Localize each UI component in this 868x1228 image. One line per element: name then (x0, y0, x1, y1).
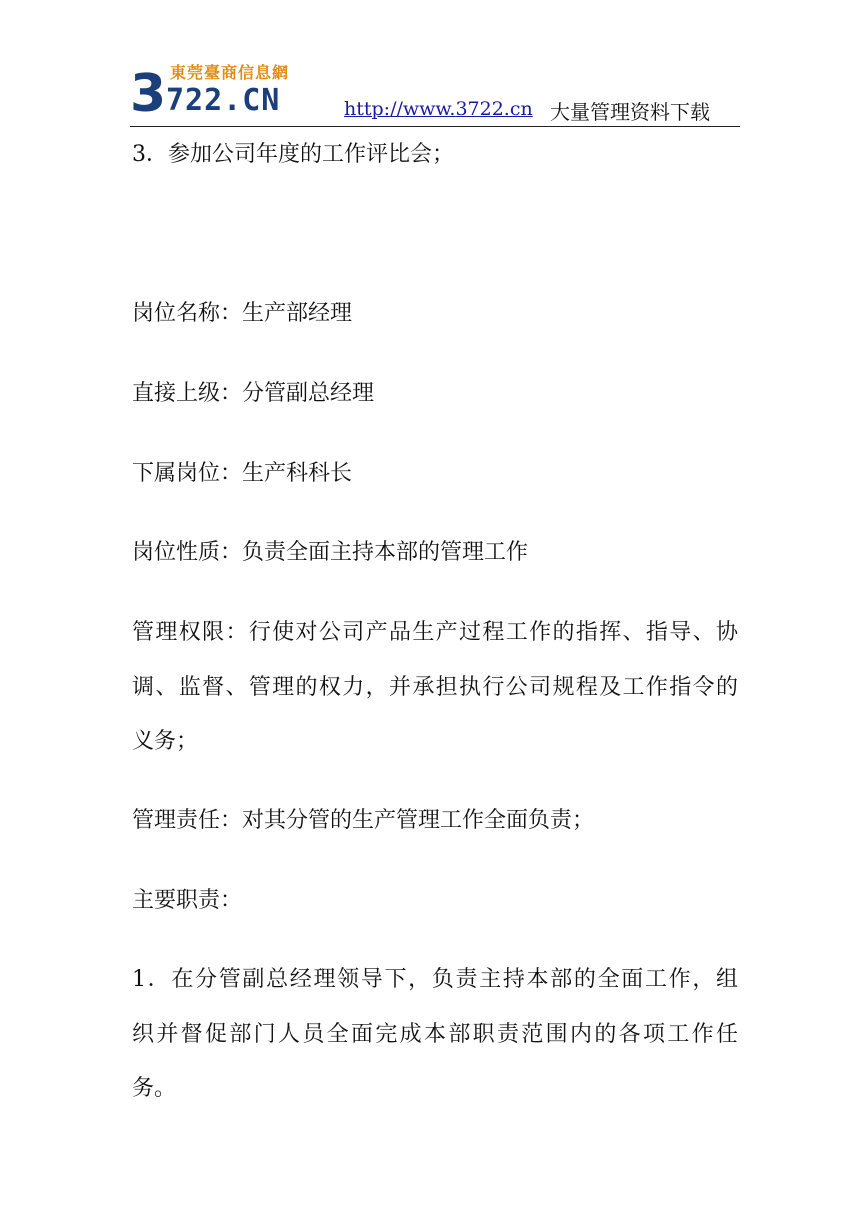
management-responsibility: 管理责任：对其分管的生产管理工作全面负责； (132, 808, 595, 833)
site-logo (130, 58, 305, 122)
header-tagline: 大量管理资料下载 (550, 100, 710, 124)
main-duties-heading: 主要职责： (132, 888, 243, 913)
subordinate-position: 下属岗位：生产科科长 (132, 461, 353, 486)
management-authority-line-2 (132, 674, 738, 702)
logo-numeral: 3 (130, 64, 167, 124)
position-nature: 岗位性质：负责全面主持本部的管理工作 (132, 540, 529, 565)
management-authority-line-3: 义务； (132, 729, 199, 754)
direct-superior: 直接上级：分管副总经理 (132, 381, 375, 406)
duty-1-text-1: 1．在分管副总经理领导下，负责主持本部的全面工作，组 (132, 967, 738, 992)
page-header (130, 58, 740, 127)
site-url-link[interactable]: http://www.3722.cn (344, 98, 533, 120)
duty-1-text-2: 织并督促部门人员全面完成本部职责范围内的各项工作任 (132, 1022, 738, 1047)
duty-1-line-1 (132, 966, 738, 994)
paragraph-item-3: 3．参加公司年度的工作评比会； (132, 142, 454, 167)
management-authority-text-2: 调、监督、管理的权力，并承担执行公司规程及工作指令的 (132, 675, 738, 700)
management-authority-line-1 (132, 619, 738, 647)
logo-domain: 722.CN (166, 83, 281, 118)
management-authority-text-1: 管理权限：行使对公司产品生产过程工作的指挥、指导、协 (132, 620, 738, 645)
logo-chinese-name: 東莞臺商信息網 (170, 63, 290, 82)
position-name: 岗位名称：生产部经理 (132, 301, 353, 326)
duty-1-line-3: 务。 (132, 1076, 177, 1101)
duty-1-line-2 (132, 1021, 738, 1049)
